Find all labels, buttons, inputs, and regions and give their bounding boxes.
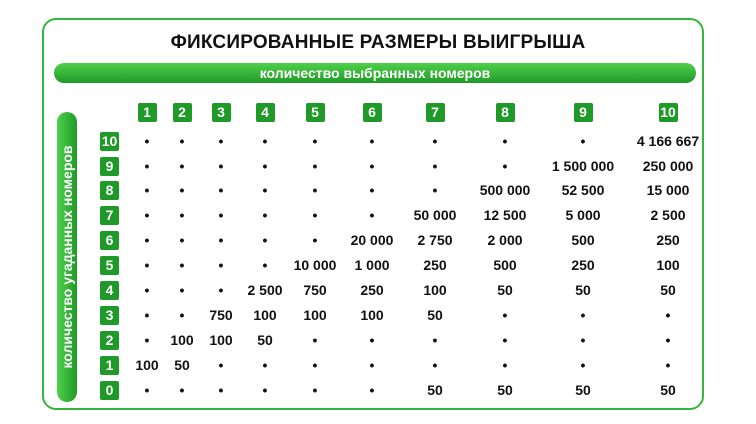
- table-cell: •: [580, 133, 586, 149]
- table-cell: •: [218, 182, 224, 198]
- page-title: ФИКСИРОВАННЫЕ РАЗМЕРЫ ВЫИГРЫША: [170, 32, 586, 53]
- table-cell: •: [502, 133, 508, 149]
- table-cell: •: [218, 232, 224, 248]
- table-cell: •: [369, 182, 375, 198]
- table-cell: •: [144, 207, 150, 223]
- table-cell: •: [312, 232, 318, 248]
- table-cell: 50: [660, 382, 676, 398]
- table-cell: 100: [209, 332, 233, 348]
- table-cell: •: [502, 357, 508, 373]
- columns-axis-label: количество выбранных номеров: [54, 63, 696, 83]
- table-cell: •: [369, 133, 375, 149]
- table-cell: 2 750: [417, 232, 453, 248]
- table-cell: •: [312, 382, 318, 398]
- table-cell: •: [312, 207, 318, 223]
- table-cell: •: [262, 257, 268, 273]
- table-cell: •: [179, 382, 185, 398]
- column-header: 1: [138, 103, 157, 122]
- table-cell: •: [144, 232, 150, 248]
- table-cell: •: [502, 158, 508, 174]
- table-cell: •: [179, 182, 185, 198]
- table-cell: •: [179, 207, 185, 223]
- table-cell: 100: [253, 307, 277, 323]
- column-header: 2: [173, 103, 192, 122]
- table-cell: •: [312, 158, 318, 174]
- column-header: 7: [426, 103, 445, 122]
- table-cell: •: [369, 357, 375, 373]
- table-cell: 50 000: [413, 207, 457, 223]
- table-cell: •: [262, 158, 268, 174]
- table-cell: 10 000: [293, 257, 337, 273]
- table-cell: 250: [656, 232, 680, 248]
- table-cell: 500 000: [479, 182, 531, 198]
- table-cell: •: [179, 133, 185, 149]
- table-cell: 50: [497, 282, 513, 298]
- table-cell: •: [369, 207, 375, 223]
- table-cell: •: [218, 282, 224, 298]
- table-cell: •: [580, 332, 586, 348]
- table-cell: •: [312, 133, 318, 149]
- table-cell: 50: [660, 282, 676, 298]
- table-cell: 5 000: [565, 207, 601, 223]
- table-cell: 50: [427, 307, 443, 323]
- table-cell: •: [665, 307, 671, 323]
- table-cell: 50: [497, 382, 513, 398]
- table-cell: •: [218, 257, 224, 273]
- table-cell: 2 000: [487, 232, 523, 248]
- row-header: 3: [100, 306, 119, 325]
- row-header: 2: [100, 331, 119, 350]
- table-cell: •: [144, 182, 150, 198]
- table-cell: •: [144, 133, 150, 149]
- column-header: 4: [256, 103, 275, 122]
- table-cell: •: [179, 232, 185, 248]
- table-cell: •: [312, 357, 318, 373]
- table-cell: 750: [209, 307, 233, 323]
- row-header: 6: [100, 231, 119, 250]
- table-cell: •: [179, 257, 185, 273]
- table-cell: •: [262, 182, 268, 198]
- table-cell: •: [432, 332, 438, 348]
- column-header: 8: [496, 103, 515, 122]
- table-cell: 500: [493, 257, 517, 273]
- table-cell: 50: [427, 382, 443, 398]
- table-cell: •: [369, 158, 375, 174]
- column-header: 5: [306, 103, 325, 122]
- table-cell: •: [432, 133, 438, 149]
- row-header: 4: [100, 281, 119, 300]
- table-cell: 1 000: [354, 257, 390, 273]
- table-cell: 50: [575, 382, 591, 398]
- table-cell: •: [262, 357, 268, 373]
- table-cell: 15 000: [646, 182, 690, 198]
- row-header: 0: [100, 381, 119, 400]
- table-cell: 750: [303, 282, 327, 298]
- row-header: 10: [101, 132, 118, 149]
- table-cell: •: [432, 357, 438, 373]
- table-cell: 250: [571, 257, 595, 273]
- table-cell: •: [144, 257, 150, 273]
- table-cell: 250 000: [642, 158, 694, 174]
- table-cell: 250: [360, 282, 384, 298]
- table-cell: 20 000: [350, 232, 394, 248]
- table-cell: •: [580, 307, 586, 323]
- table-cell: •: [144, 282, 150, 298]
- column-header: 6: [363, 103, 382, 122]
- table-cell: 250: [423, 257, 447, 273]
- table-cell: •: [144, 307, 150, 323]
- table-cell: •: [218, 133, 224, 149]
- table-cell: •: [144, 382, 150, 398]
- table-cell: •: [262, 207, 268, 223]
- table-cell: •: [179, 158, 185, 174]
- table-cell: •: [502, 307, 508, 323]
- table-cell: •: [179, 307, 185, 323]
- row-header: 9: [100, 157, 119, 176]
- table-cell: •: [218, 382, 224, 398]
- table-cell: •: [218, 158, 224, 174]
- table-cell: •: [432, 182, 438, 198]
- rows-axis-bar: [57, 112, 77, 402]
- table-cell: 12 500: [483, 207, 527, 223]
- table-cell: 100: [303, 307, 327, 323]
- table-cell: •: [665, 332, 671, 348]
- table-cell: 1 500 000: [551, 158, 615, 174]
- table-cell: •: [432, 158, 438, 174]
- table-cell: •: [502, 332, 508, 348]
- row-header: 1: [100, 356, 119, 375]
- table-cell: •: [262, 382, 268, 398]
- row-header: 7: [100, 206, 119, 225]
- table-cell: •: [262, 232, 268, 248]
- table-cell: •: [179, 282, 185, 298]
- table-cell: •: [312, 182, 318, 198]
- rows-axis-label: количество угаданных номеров: [59, 145, 75, 369]
- table-cell: 50: [575, 282, 591, 298]
- column-header: 3: [212, 103, 231, 122]
- table-cell: •: [369, 332, 375, 348]
- table-cell: 100: [656, 257, 680, 273]
- table-cell: 100: [135, 357, 159, 373]
- table-cell: 52 500: [561, 182, 605, 198]
- table-cell: •: [262, 133, 268, 149]
- column-header: 10: [660, 104, 676, 120]
- table-cell: •: [369, 382, 375, 398]
- table-cell: 50: [174, 357, 190, 373]
- column-header: 9: [574, 103, 593, 122]
- table-cell: 2 500: [650, 207, 686, 223]
- table-cell: •: [218, 207, 224, 223]
- table-cell: 500: [571, 232, 595, 248]
- table-cell: 4 166 667: [636, 133, 700, 149]
- table-cell: 100: [170, 332, 194, 348]
- table-cell: 100: [423, 282, 447, 298]
- table-cell: •: [665, 357, 671, 373]
- table-cell: 50: [257, 332, 273, 348]
- table-cell: 100: [360, 307, 384, 323]
- row-header: 5: [100, 256, 119, 275]
- table-cell: •: [144, 332, 150, 348]
- table-cell: •: [144, 158, 150, 174]
- table-cell: •: [218, 357, 224, 373]
- table-cell: •: [580, 357, 586, 373]
- row-header: 8: [100, 181, 119, 200]
- table-cell: •: [312, 332, 318, 348]
- table-cell: 2 500: [247, 282, 283, 298]
